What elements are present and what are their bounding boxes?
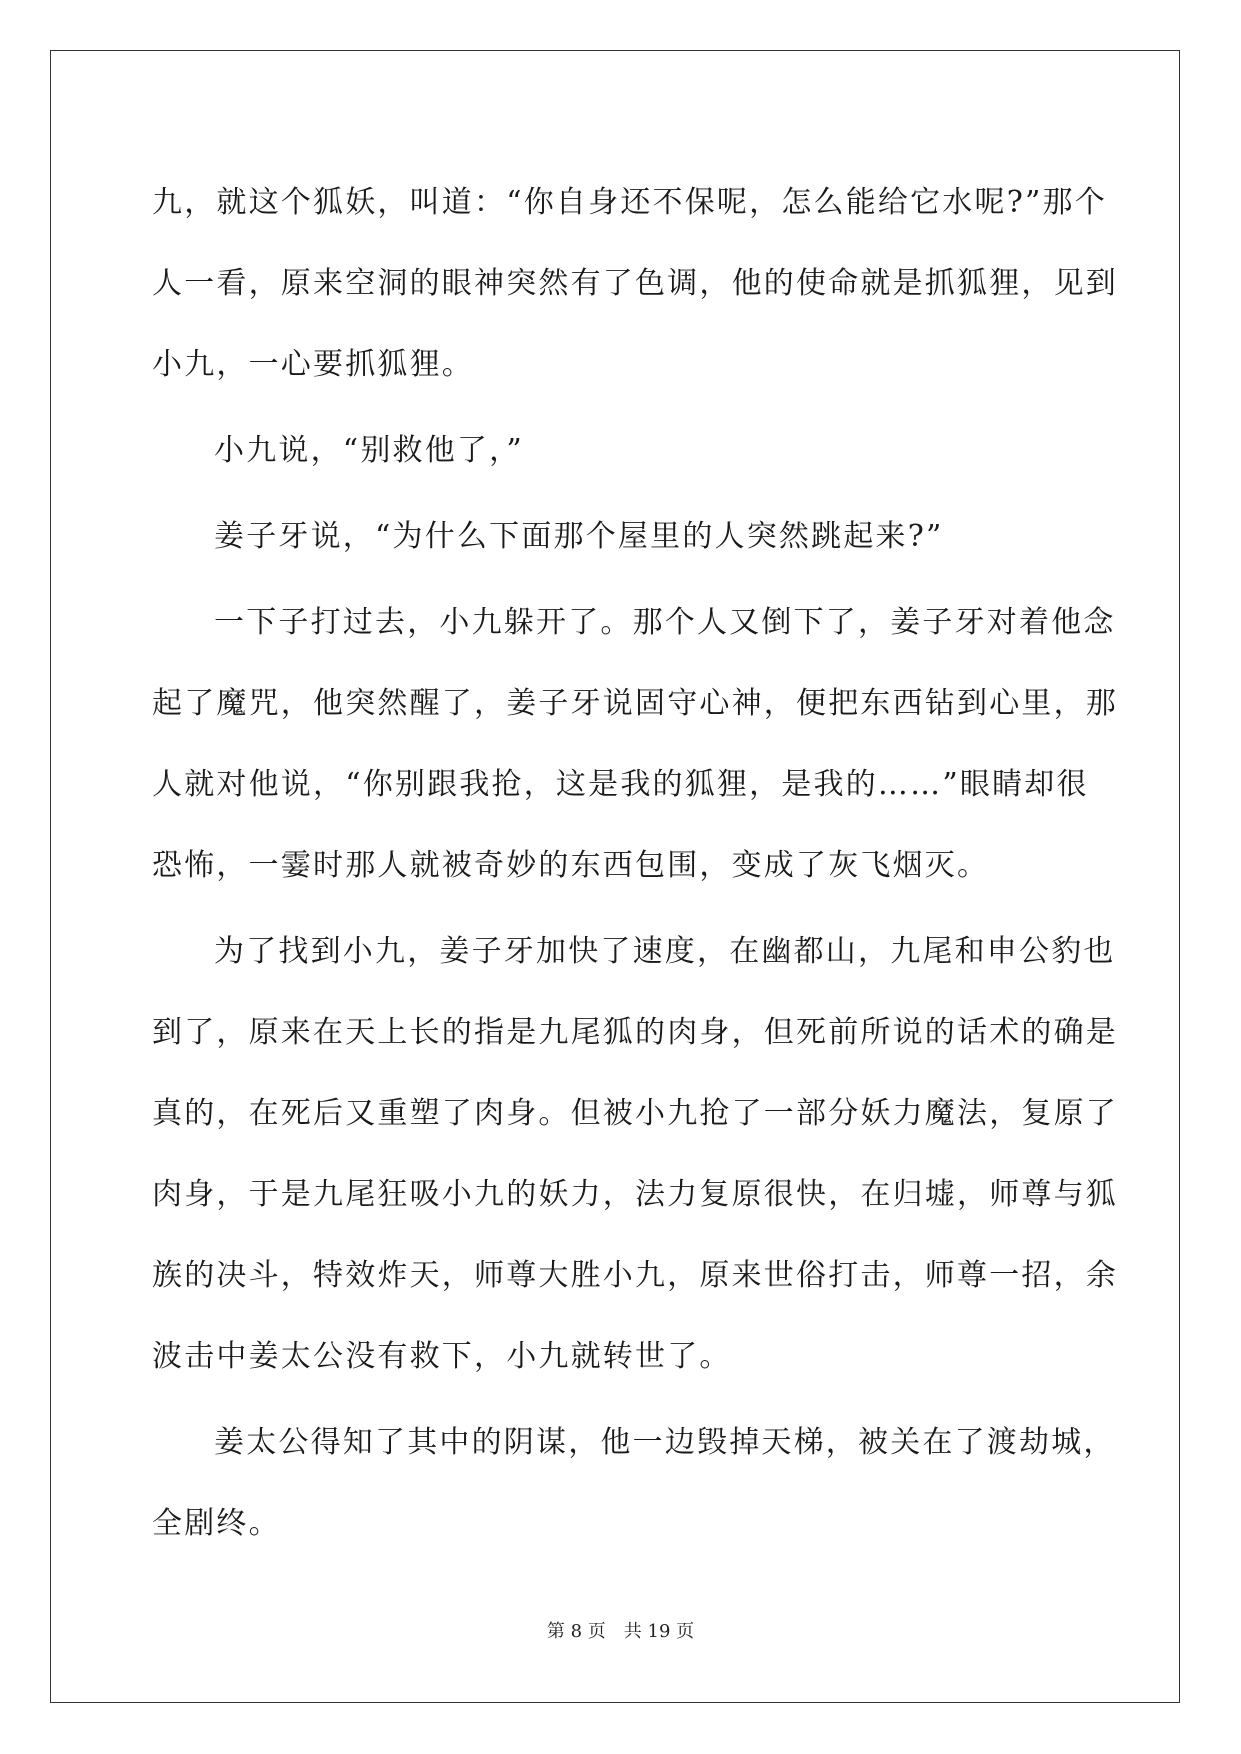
- text-line: 人就对他说，“你别跟我抢，这是我的狐狸，是我的……”眼睛却很: [152, 767, 1089, 802]
- paragraph: [152, 410, 1088, 491]
- text-line: 九，就这个狐妖，叫道：“你自身还不保呢，怎么能给它水呢?”那个: [152, 185, 1107, 220]
- text-line: 波击中姜太公没有救下，小九就转世了。: [152, 1339, 732, 1374]
- paragraph: [152, 582, 1118, 906]
- page-number: 第 8 页: [546, 1621, 606, 1642]
- paragraph: [152, 911, 1118, 1397]
- text-line: 肉身，于是九尾狂吸小九的妖力，法力复原很快，在归墟，师尊与狐: [152, 1177, 1118, 1212]
- text-line: 人一看，原来空洞的眼神突然有了色调，他的使命就是抓狐狸，见到: [152, 266, 1118, 301]
- page-footer: [0, 1617, 1241, 1643]
- page-total: 共 19 页: [623, 1621, 695, 1642]
- text-line: 起了魔咒，他突然醒了，姜子牙说固守心神，便把东西钻到心里，那: [152, 686, 1118, 721]
- paragraph: [152, 1402, 1116, 1564]
- text-line: 姜太公得知了其中的阴谋，他一边毁掉天梯，被关在了渡劫城，: [214, 1425, 1116, 1460]
- text-line: 真的，在死后又重塑了肉身。但被小九抢了一部分妖力魔法，复原了: [152, 1096, 1118, 1131]
- paragraph: [152, 496, 1088, 577]
- text-line: 一下子打过去，小九躲开了。那个人又倒下了，姜子牙对着他念: [214, 605, 1116, 640]
- text-line: 恐怖，一霎时那人就被奇妙的东西包围，变成了灰飞烟灭。: [152, 848, 990, 883]
- document-body: [152, 162, 1118, 1569]
- text-line: 为了找到小九，姜子牙加快了速度，在幽都山，九尾和申公豹也: [214, 934, 1116, 969]
- text-line: 到了，原来在天上长的指是九尾狐的肉身，但死前所说的话术的确是: [152, 1015, 1118, 1050]
- paragraph: [152, 162, 1118, 405]
- text-line: 全剧终。: [152, 1506, 281, 1541]
- text-line: 族的决斗，特效炸天，师尊大胜小九，原来世俗打击，师尊一招，余: [152, 1258, 1118, 1293]
- text-line: 小九，一心要抓狐狸。: [152, 347, 474, 382]
- text-line: 姜子牙说，“为什么下面那个屋里的人突然跳起来?”: [214, 519, 944, 554]
- text-line: 小九说，“别救他了，”: [214, 433, 524, 468]
